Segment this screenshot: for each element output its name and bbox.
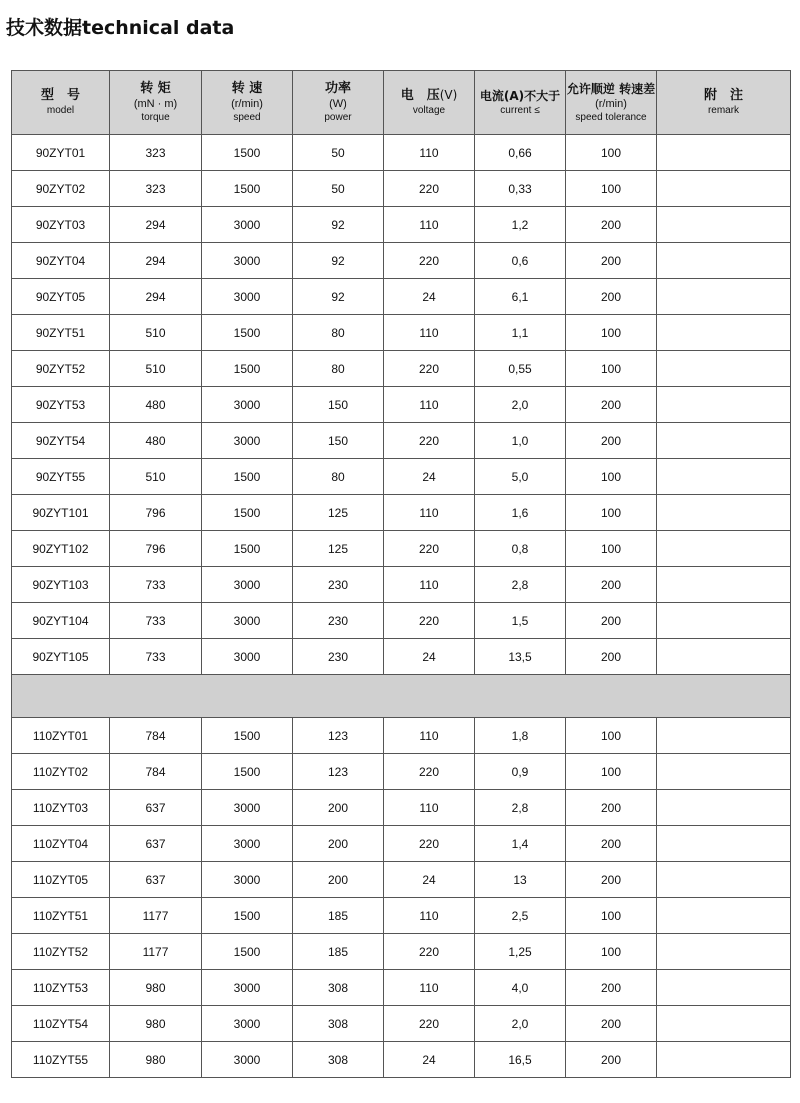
cell-model: 90ZYT105: [12, 639, 110, 675]
cell-torque: 637: [110, 826, 202, 862]
cell-model: 110ZYT53: [12, 970, 110, 1006]
cell-power: 92: [293, 207, 384, 243]
table-row: [12, 718, 791, 754]
cell-torque: 510: [110, 459, 202, 495]
cell-torque: 796: [110, 495, 202, 531]
cell-speed-tolerance: 200: [566, 207, 657, 243]
cell-voltage: 24: [384, 639, 475, 675]
cell-model: 90ZYT05: [12, 279, 110, 315]
cell-speed: 3000: [202, 639, 293, 675]
cell-speed: 1500: [202, 495, 293, 531]
cell-model: 90ZYT103: [12, 567, 110, 603]
cell-remark: [657, 934, 791, 970]
cell-power: 125: [293, 531, 384, 567]
cell-speed: 1500: [202, 754, 293, 790]
cell-power: 185: [293, 934, 384, 970]
cell-torque: 1177: [110, 898, 202, 934]
cell-model: 90ZYT03: [12, 207, 110, 243]
cell-voltage: 24: [384, 279, 475, 315]
cell-power: 123: [293, 718, 384, 754]
cell-speed: 3000: [202, 243, 293, 279]
cell-power: 50: [293, 171, 384, 207]
header-voltage-zh: 电 压: [400, 88, 440, 103]
table-row: [12, 639, 791, 675]
cell-model: 110ZYT01: [12, 718, 110, 754]
cell-voltage: 110: [384, 135, 475, 171]
cell-current: 1,0: [475, 423, 566, 459]
cell-remark: [657, 603, 791, 639]
cell-voltage: 110: [384, 718, 475, 754]
header-speed-en: speed: [233, 111, 261, 123]
cell-model: 90ZYT51: [12, 315, 110, 351]
cell-power: 308: [293, 1042, 384, 1078]
header-speed-tolerance-zh: 允许顺逆 转速差: [566, 81, 656, 96]
cell-voltage: 24: [384, 459, 475, 495]
cell-speed-tolerance: 100: [566, 135, 657, 171]
header-speed-tolerance: [566, 71, 657, 135]
cell-power: 150: [293, 423, 384, 459]
cell-model: 110ZYT05: [12, 862, 110, 898]
cell-voltage: 220: [384, 531, 475, 567]
cell-remark: [657, 718, 791, 754]
cell-speed-tolerance: 200: [566, 1006, 657, 1042]
cell-speed: 3000: [202, 207, 293, 243]
cell-torque: 796: [110, 531, 202, 567]
cell-speed-tolerance: 200: [566, 790, 657, 826]
cell-power: 80: [293, 315, 384, 351]
cell-speed-tolerance: 100: [566, 934, 657, 970]
header-torque-unit: (mN · m): [133, 97, 178, 110]
cell-speed-tolerance: 100: [566, 351, 657, 387]
cell-speed-tolerance: 100: [566, 898, 657, 934]
cell-speed-tolerance: 200: [566, 603, 657, 639]
header-speed-zh: 转 速: [231, 80, 263, 96]
cell-power: 200: [293, 790, 384, 826]
cell-speed-tolerance: 100: [566, 171, 657, 207]
table-row: [12, 826, 791, 862]
cell-torque: 637: [110, 790, 202, 826]
cell-voltage: 220: [384, 826, 475, 862]
header-model: [12, 71, 110, 135]
header-power-en: power: [324, 111, 352, 123]
cell-current: 16,5: [475, 1042, 566, 1078]
cell-voltage: 110: [384, 567, 475, 603]
cell-torque: 480: [110, 423, 202, 459]
header-row: [12, 71, 791, 135]
cell-remark: [657, 387, 791, 423]
header-current-en: current ≤: [500, 104, 540, 116]
cell-speed: 3000: [202, 862, 293, 898]
cell-remark: [657, 243, 791, 279]
table-row: [12, 279, 791, 315]
cell-speed: 3000: [202, 423, 293, 459]
header-speed-unit: (r/min): [231, 97, 263, 110]
cell-speed: 3000: [202, 1042, 293, 1078]
cell-model: 110ZYT02: [12, 754, 110, 790]
cell-model: 90ZYT02: [12, 171, 110, 207]
cell-speed-tolerance: 200: [566, 567, 657, 603]
cell-voltage: 220: [384, 754, 475, 790]
header-power-zh: 功率: [324, 80, 351, 96]
cell-speed: 1500: [202, 718, 293, 754]
table-row: [12, 423, 791, 459]
separator-row: [12, 675, 791, 718]
technical-data-table: [11, 70, 791, 1078]
cell-remark: [657, 135, 791, 171]
cell-current: 1,2: [475, 207, 566, 243]
cell-model: 90ZYT01: [12, 135, 110, 171]
cell-speed-tolerance: 100: [566, 754, 657, 790]
cell-current: 0,6: [475, 243, 566, 279]
cell-current: 6,1: [475, 279, 566, 315]
cell-power: 200: [293, 862, 384, 898]
cell-power: 80: [293, 459, 384, 495]
cell-remark: [657, 862, 791, 898]
cell-speed-tolerance: 100: [566, 718, 657, 754]
cell-model: 90ZYT04: [12, 243, 110, 279]
table-row: [12, 1042, 791, 1078]
cell-power: 308: [293, 970, 384, 1006]
header-torque: [110, 71, 202, 135]
cell-model: 90ZYT55: [12, 459, 110, 495]
cell-speed-tolerance: 200: [566, 387, 657, 423]
cell-remark: [657, 459, 791, 495]
cell-torque: 1177: [110, 934, 202, 970]
cell-current: 1,8: [475, 718, 566, 754]
cell-speed: 1500: [202, 351, 293, 387]
cell-model: 90ZYT101: [12, 495, 110, 531]
table-row: [12, 459, 791, 495]
table-body-90zyt: [12, 135, 791, 675]
header-speed-tolerance-unit: (r/min): [595, 97, 627, 110]
header-power: [293, 71, 384, 135]
table-row: [12, 315, 791, 351]
cell-current: 0,9: [475, 754, 566, 790]
header-voltage-unit: (V): [439, 88, 458, 102]
cell-current: 5,0: [475, 459, 566, 495]
cell-model: 110ZYT51: [12, 898, 110, 934]
table-row: [12, 171, 791, 207]
cell-speed: 1500: [202, 459, 293, 495]
cell-model: 90ZYT102: [12, 531, 110, 567]
cell-voltage: 220: [384, 603, 475, 639]
cell-torque: 323: [110, 135, 202, 171]
cell-voltage: 220: [384, 351, 475, 387]
cell-power: 50: [293, 135, 384, 171]
page-title: 技术数据technical data: [6, 17, 235, 39]
cell-speed: 3000: [202, 279, 293, 315]
table-row: [12, 495, 791, 531]
cell-speed-tolerance: 200: [566, 243, 657, 279]
cell-model: 90ZYT54: [12, 423, 110, 459]
cell-voltage: 220: [384, 934, 475, 970]
cell-voltage: 24: [384, 1042, 475, 1078]
cell-voltage: 220: [384, 423, 475, 459]
cell-voltage: 110: [384, 495, 475, 531]
cell-speed: 3000: [202, 567, 293, 603]
cell-speed-tolerance: 100: [566, 315, 657, 351]
cell-current: 2,0: [475, 387, 566, 423]
cell-model: 110ZYT03: [12, 790, 110, 826]
cell-model: 110ZYT52: [12, 934, 110, 970]
cell-model: 110ZYT55: [12, 1042, 110, 1078]
separator-cell: [12, 675, 791, 718]
cell-speed-tolerance: 200: [566, 423, 657, 459]
header-voltage: [384, 71, 475, 135]
cell-power: 308: [293, 1006, 384, 1042]
cell-speed: 3000: [202, 826, 293, 862]
table-row: [12, 934, 791, 970]
cell-model: 90ZYT53: [12, 387, 110, 423]
cell-speed-tolerance: 100: [566, 495, 657, 531]
cell-torque: 980: [110, 1006, 202, 1042]
cell-current: 1,6: [475, 495, 566, 531]
cell-speed-tolerance: 200: [566, 826, 657, 862]
table-row: [12, 567, 791, 603]
cell-remark: [657, 1042, 791, 1078]
cell-speed-tolerance: 200: [566, 279, 657, 315]
cell-current: 13: [475, 862, 566, 898]
cell-power: 125: [293, 495, 384, 531]
table-row: [12, 387, 791, 423]
table-row: [12, 1006, 791, 1042]
cell-torque: 294: [110, 207, 202, 243]
cell-remark: [657, 351, 791, 387]
cell-power: 80: [293, 351, 384, 387]
cell-remark: [657, 826, 791, 862]
cell-power: 92: [293, 243, 384, 279]
table-row: [12, 790, 791, 826]
table-row: [12, 754, 791, 790]
cell-remark: [657, 639, 791, 675]
cell-current: 4,0: [475, 970, 566, 1006]
table-row: [12, 243, 791, 279]
cell-speed: 1500: [202, 934, 293, 970]
cell-speed: 3000: [202, 970, 293, 1006]
cell-speed-tolerance: 200: [566, 970, 657, 1006]
cell-speed: 1500: [202, 171, 293, 207]
cell-voltage: 110: [384, 207, 475, 243]
cell-power: 185: [293, 898, 384, 934]
cell-current: 1,4: [475, 826, 566, 862]
cell-speed: 3000: [202, 790, 293, 826]
cell-speed: 1500: [202, 898, 293, 934]
cell-voltage: 24: [384, 862, 475, 898]
cell-speed-tolerance: 100: [566, 531, 657, 567]
cell-voltage: 110: [384, 970, 475, 1006]
cell-model: 110ZYT04: [12, 826, 110, 862]
cell-power: 230: [293, 639, 384, 675]
cell-torque: 294: [110, 279, 202, 315]
cell-torque: 733: [110, 567, 202, 603]
table-row: [12, 970, 791, 1006]
cell-torque: 784: [110, 754, 202, 790]
cell-model: 90ZYT104: [12, 603, 110, 639]
table-row: [12, 531, 791, 567]
cell-torque: 323: [110, 171, 202, 207]
cell-remark: [657, 207, 791, 243]
cell-remark: [657, 567, 791, 603]
cell-current: 2,8: [475, 790, 566, 826]
cell-remark: [657, 754, 791, 790]
header-speed: [202, 71, 293, 135]
group-separator: [12, 675, 791, 718]
cell-power: 230: [293, 603, 384, 639]
cell-speed-tolerance: 200: [566, 639, 657, 675]
cell-speed: 1500: [202, 135, 293, 171]
cell-power: 92: [293, 279, 384, 315]
header-current: [475, 71, 566, 135]
header-remark: [657, 71, 791, 135]
header-torque-en: torque: [141, 111, 170, 123]
cell-speed: 3000: [202, 603, 293, 639]
cell-torque: 294: [110, 243, 202, 279]
cell-power: 150: [293, 387, 384, 423]
cell-current: 13,5: [475, 639, 566, 675]
cell-speed-tolerance: 100: [566, 459, 657, 495]
header-voltage-en: voltage: [412, 105, 446, 116]
header-speed-tolerance-en: speed tolerance: [575, 111, 647, 123]
cell-model: 110ZYT54: [12, 1006, 110, 1042]
table-row: [12, 603, 791, 639]
cell-torque: 733: [110, 639, 202, 675]
table-row: [12, 351, 791, 387]
cell-current: 1,5: [475, 603, 566, 639]
cell-current: 2,0: [475, 1006, 566, 1042]
cell-speed: 1500: [202, 315, 293, 351]
cell-remark: [657, 171, 791, 207]
cell-remark: [657, 279, 791, 315]
cell-speed-tolerance: 200: [566, 862, 657, 898]
cell-model: 90ZYT52: [12, 351, 110, 387]
table-row: [12, 862, 791, 898]
cell-remark: [657, 898, 791, 934]
cell-current: 1,1: [475, 315, 566, 351]
cell-remark: [657, 1006, 791, 1042]
header-torque-zh: 转 矩: [140, 80, 171, 96]
cell-current: 0,33: [475, 171, 566, 207]
cell-torque: 980: [110, 970, 202, 1006]
cell-power: 200: [293, 826, 384, 862]
table-row: [12, 207, 791, 243]
cell-torque: 637: [110, 862, 202, 898]
cell-speed: 3000: [202, 1006, 293, 1042]
cell-torque: 480: [110, 387, 202, 423]
cell-remark: [657, 970, 791, 1006]
cell-current: 0,55: [475, 351, 566, 387]
cell-speed: 3000: [202, 387, 293, 423]
cell-voltage: 110: [384, 387, 475, 423]
cell-torque: 784: [110, 718, 202, 754]
cell-voltage: 220: [384, 243, 475, 279]
cell-remark: [657, 790, 791, 826]
cell-torque: 980: [110, 1042, 202, 1078]
header-remark-zh: 附 注: [703, 87, 743, 103]
cell-voltage: 220: [384, 171, 475, 207]
table-body-110zyt: [12, 718, 791, 1078]
header-model-zh: 型 号: [40, 87, 80, 103]
cell-voltage: 110: [384, 898, 475, 934]
cell-voltage: 220: [384, 1006, 475, 1042]
cell-remark: [657, 531, 791, 567]
table-row: [12, 898, 791, 934]
cell-current: 2,5: [475, 898, 566, 934]
cell-voltage: 110: [384, 315, 475, 351]
table-row: [12, 135, 791, 171]
cell-remark: [657, 423, 791, 459]
cell-current: 0,66: [475, 135, 566, 171]
cell-torque: 510: [110, 315, 202, 351]
cell-speed-tolerance: 200: [566, 1042, 657, 1078]
cell-voltage: 110: [384, 790, 475, 826]
cell-torque: 510: [110, 351, 202, 387]
cell-speed: 1500: [202, 531, 293, 567]
cell-current: 1,25: [475, 934, 566, 970]
cell-remark: [657, 315, 791, 351]
cell-torque: 733: [110, 603, 202, 639]
cell-current: 2,8: [475, 567, 566, 603]
cell-remark: [657, 495, 791, 531]
cell-power: 230: [293, 567, 384, 603]
header-model-en: model: [46, 104, 75, 116]
header-power-unit: (W): [329, 97, 347, 110]
header-current-zh: 电流(A)不大于: [479, 88, 561, 103]
cell-power: 123: [293, 754, 384, 790]
header-remark-en: remark: [707, 104, 740, 116]
cell-current: 0,8: [475, 531, 566, 567]
